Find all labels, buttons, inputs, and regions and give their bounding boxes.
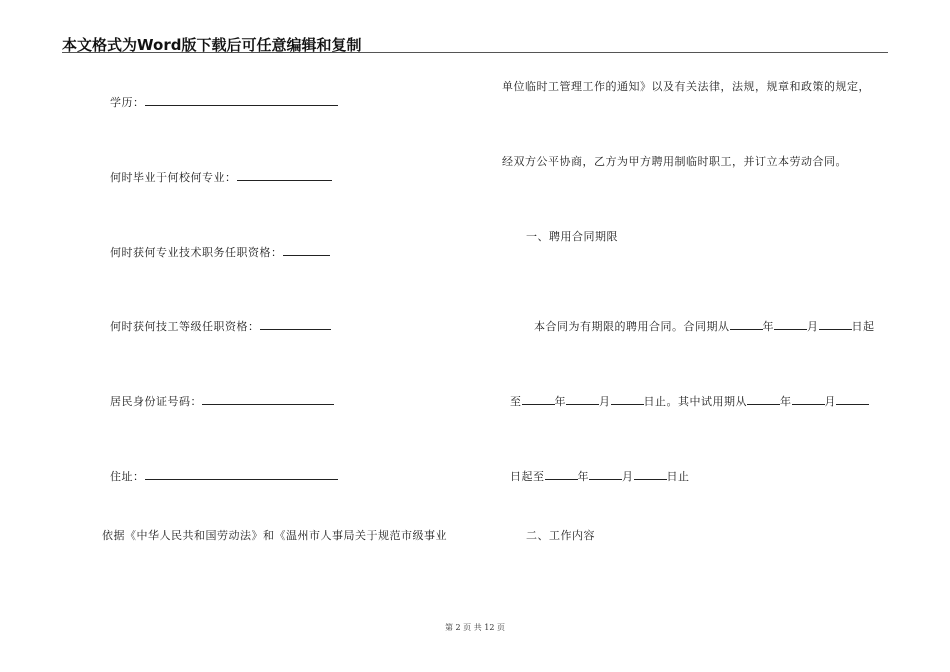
start-year-blank[interactable]	[730, 318, 763, 330]
id-number-row	[102, 379, 334, 409]
year-label: 年	[762, 320, 774, 333]
end-day-blank[interactable]	[611, 393, 644, 405]
year-label: 年	[554, 395, 566, 408]
year-label: 年	[577, 470, 589, 483]
term-line-1	[526, 304, 875, 334]
trial-start-day-blank[interactable]	[836, 393, 869, 405]
end-month-blank[interactable]	[566, 393, 599, 405]
notice-paragraph-line-2: 经双方公平协商，乙方为甲方聘用制临时职工，并订立本劳动合同。	[502, 155, 847, 168]
month-label: 月	[599, 395, 611, 408]
trial-end-day-blank[interactable]	[634, 468, 667, 480]
day-stop-trial-label: 日止。其中试用期从	[643, 395, 747, 408]
day-stop-label: 日止	[666, 470, 690, 483]
page-number-footer: 第 2 页 共 12 页	[445, 623, 505, 632]
trial-end-month-blank[interactable]	[589, 468, 622, 480]
tech-title-row	[102, 230, 330, 260]
trial-start-year-blank[interactable]	[747, 393, 780, 405]
tech-title-label: 何时获何专业技术职务任职资格：	[110, 246, 283, 259]
id-number-label: 居民身份证号码：	[110, 395, 202, 408]
address-label: 住址：	[110, 470, 145, 483]
graduation-label: 何时毕业于何校何专业：	[110, 171, 237, 184]
term-line-3	[502, 454, 690, 484]
id-number-blank[interactable]	[202, 393, 334, 405]
graduation-blank[interactable]	[237, 169, 332, 181]
from-day-label: 日起	[851, 320, 875, 333]
day-from-to-label: 日起至	[510, 470, 545, 483]
education-label: 学历：	[110, 96, 145, 109]
address-blank[interactable]	[145, 468, 338, 480]
basis-paragraph: 依据《中华人民共和国劳动法》和《温州市人事局关于规范市级事业	[102, 529, 447, 542]
year-label: 年	[780, 395, 792, 408]
term-line-2	[502, 379, 869, 409]
month-label: 月	[824, 395, 836, 408]
month-label: 月	[807, 320, 819, 333]
month-label: 月	[622, 470, 634, 483]
end-year-blank[interactable]	[522, 393, 555, 405]
worker-grade-blank[interactable]	[260, 318, 331, 330]
education-row	[102, 80, 338, 110]
tech-title-blank[interactable]	[283, 244, 330, 256]
trial-end-year-blank[interactable]	[545, 468, 578, 480]
address-row	[102, 454, 338, 484]
education-blank[interactable]	[145, 94, 338, 106]
section-2-title: 二、工作内容	[526, 529, 595, 542]
notice-paragraph-line-1: 单位临时工管理工作的通知》以及有关法律，法规，规章和政策的规定，	[502, 80, 870, 93]
graduation-row	[102, 155, 332, 185]
term-intro: 本合同为有期限的聘用合同。合同期从	[534, 320, 730, 333]
start-day-blank[interactable]	[819, 318, 852, 330]
start-month-blank[interactable]	[774, 318, 807, 330]
document-header-title: 本文格式为Word版下载后可任意编辑和复制	[62, 36, 362, 54]
header-divider	[62, 52, 888, 53]
worker-grade-row	[102, 304, 331, 334]
to-label: 至	[510, 395, 522, 408]
section-1-title: 一、聘用合同期限	[526, 230, 618, 243]
worker-grade-label: 何时获何技工等级任职资格：	[110, 320, 260, 333]
trial-start-month-blank[interactable]	[792, 393, 825, 405]
